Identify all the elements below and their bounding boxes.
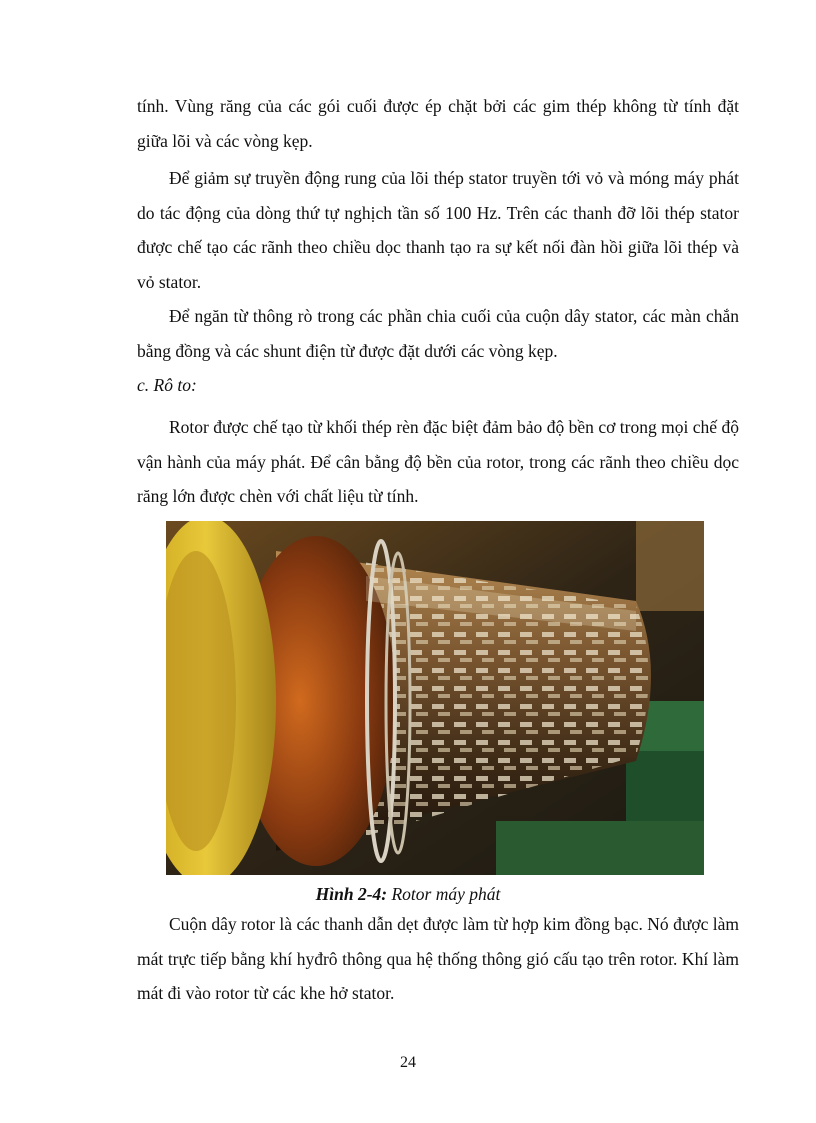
paragraph-rotor-construction: Rotor được chế tạo từ khối thép rèn đặc biệt đảm bảo độ bền cơ trong mọi chế độ vận hành của máy phát. Để cân bằng độ bền của rotor, trong các rãnh theo chiều dọc răng lớn được chèn với chất liệu từ tính. [137, 417, 739, 506]
paragraph-stator-core-teeth: tính. Vùng răng của các gói cuối được ép chặt bởi các gim thép không từ tính đặt giữa lõi và các vòng kẹp. [137, 96, 739, 151]
section-heading-label: c. Rô to: [137, 375, 197, 395]
paragraph-rotor-winding: Cuộn dây rotor là các thanh dẫn dẹt được làm từ hợp kim đồng bạc. Nó được làm mát trực tiếp bằng khí hyđrô thông qua hệ thống thông gió cấu tạo trên rotor. Khí làm mát đi vào rotor từ các khe hở stator. [137, 914, 739, 1003]
page-number: 24 [400, 1054, 416, 1071]
paragraph-vibration-reduction: Để giảm sự truyền động rung của lõi thép stator truyền tới vỏ và móng máy phát do tác động của dòng thứ tự nghịch tần số 100 Hz. Trên các thanh đỡ lõi thép stator được chế tạo các rãnh theo chiều dọc thanh tạo ra sự kết nối đàn hồi giữa lõi thép và vỏ stator. [137, 168, 739, 292]
figure-caption [0, 881, 816, 907]
paragraph-leakage-flux: Để ngăn từ thông rò trong các phần chia cuối của cuộn dây stator, các màn chắn bằng đồng và các shunt điện từ được đặt dưới các vòng kẹp. [137, 306, 739, 361]
section-heading-rotor [137, 368, 197, 402]
figure-caption-label: Hình 2-4: [315, 884, 388, 904]
rotor-photo [166, 521, 704, 875]
figure-caption-text: Rotor máy phát [387, 884, 501, 904]
